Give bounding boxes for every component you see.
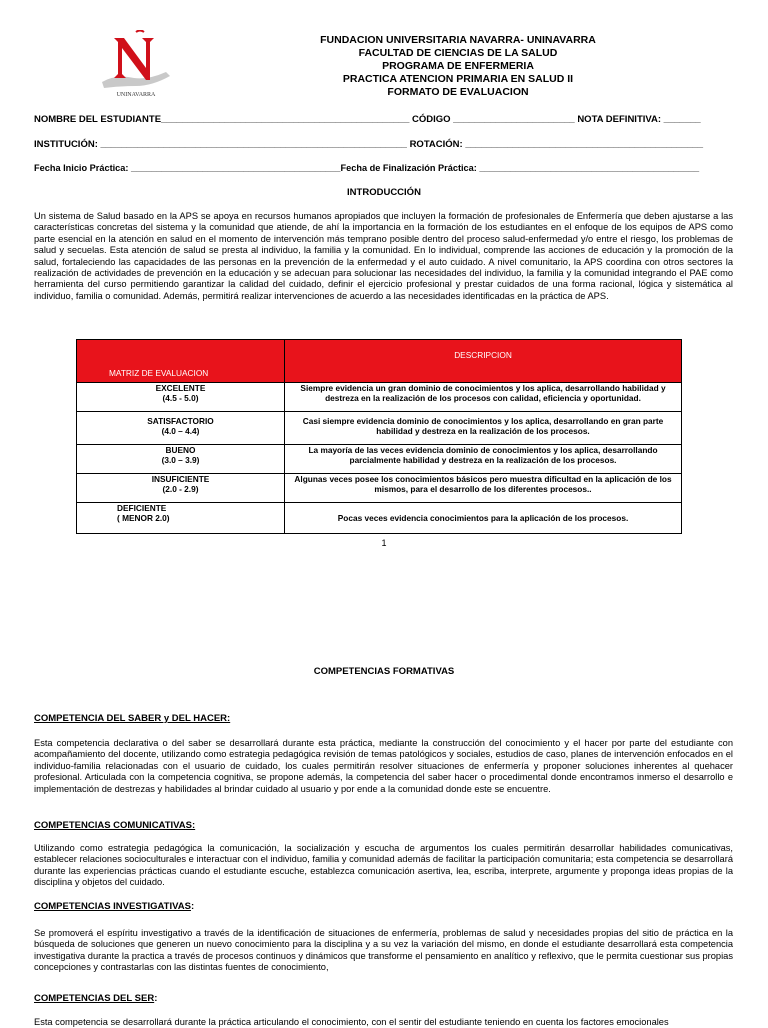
matrix-category <box>77 412 285 445</box>
intro-title: INTRODUCCIÓN <box>347 187 421 198</box>
header-line-5: FORMATO DE EVALUACION <box>387 86 529 98</box>
category-name: DEFICIENTE <box>117 503 167 513</box>
category-name: SATISFACTORIO <box>147 416 214 426</box>
matrix-description: Algunas veces posee los conocimientos básicos pero muestra dificultad en la aplicación de los mismos, para el desarrollo de los diferentes procesos.. <box>285 474 682 503</box>
matrix-header-row <box>77 340 682 383</box>
header-line-1: FUNDACION UNIVERSITARIA NAVARRA- UNINAVARRA <box>320 34 596 46</box>
category-name: EXCELENTE <box>155 383 206 393</box>
student-info-row: NOMBRE DEL ESTUDIANTE_______________________________________________ CÓDIGO _______________________ NOTA DEFINITIVA: _______ <box>34 114 701 125</box>
page-number: 1 <box>381 538 387 548</box>
category-range: ( MENOR 2.0) <box>117 513 170 523</box>
matrix-category <box>77 503 285 534</box>
category-range: (4.0 – 4.4) <box>161 426 200 436</box>
header-line-4: PRACTICA ATENCION PRIMARIA EN SALUD II <box>342 73 574 85</box>
competencias-title: COMPETENCIAS FORMATIVAS <box>313 666 455 677</box>
investigativas-heading-wrap: COMPETENCIAS INVESTIGATIVAS: <box>34 901 195 912</box>
matrix-category <box>77 445 285 474</box>
saber-text: Esta competencia declarativa o del saber se desarrollará durante esta práctica, mediante la construcción del conocimiento y el hacer por parte del estudiante con acompañamiento del docente, utilizando como estrategia pedagógica revisión de temas patológicos y sociales, estudios de caso, planes de intervención enfocados en el individuo-familia relacionadas con el usuario de cuidado, los cuales permitirán resolver situaciones de enfermería y proponer soluciones inherentes al quehacer profesional. Articulada con la competencia cognitiva, se propone además, la competencia del saber hacer o procedimental donde encontramos inmerso el desarrollo e implementación de destrezas y habilidades al brindar cuidado al usuario y por ende a la comunidad donde este se encuentre. <box>34 738 733 794</box>
ser-heading: COMPETENCIAS DEL SER <box>34 993 155 1004</box>
dates-row: Fecha Inicio Práctica: _________________________________________Fecha de Finalización Práctica: ___________________________________________ <box>34 163 700 173</box>
ser-heading-wrap: COMPETENCIAS DEL SER: <box>34 993 158 1004</box>
matrix-description: La mayoría de las veces evidencia dominio de conocimientos y los aplica, desarrollando parcialmente habilidad y destreza en la realización de los procesos. <box>285 445 682 474</box>
category-range: (2.0 - 2.9) <box>162 484 199 494</box>
table-row <box>77 474 682 503</box>
saber-heading: COMPETENCIA DEL SABER y DEL HACER: <box>34 713 231 724</box>
header-line-2: FACULTAD DE CIENCIAS DE LA SALUD <box>358 47 558 59</box>
uninavarra-logo <box>96 30 176 100</box>
category-name: BUENO <box>165 445 196 455</box>
investigativas-heading: COMPETENCIAS INVESTIGATIVAS <box>34 901 191 912</box>
table-row <box>77 503 682 534</box>
matrix-description: Casi siempre evidencia dominio de conocimientos y los aplica, desarrollando en gran parte habilidad y destreza en la realización de los procesos. <box>285 412 682 445</box>
logo-text: UNINAVARRA <box>116 92 156 98</box>
table-row <box>77 412 682 445</box>
table-row <box>77 445 682 474</box>
matrix-col-header: MATRIZ DE EVALUACION <box>77 340 285 383</box>
table-row <box>77 383 682 412</box>
ser-text: Esta competencia se desarrollará durante la práctica articulando el conocimiento, con el sentir del estudiante teniendo en cuenta los factores emocionales <box>34 1017 669 1027</box>
document-header <box>250 34 666 99</box>
description-col-header: DESCRIPCION <box>285 340 682 383</box>
matrix-category <box>77 383 285 412</box>
investigativas-text: Se promoverá el espíritu investigativo a través de la identificación de situaciones de enfermería, problemas de salud y necesidades propias del sitio de práctica en la búsqueda de soluciones que generen un nuevo conocimiento para la disciplina y a su vez la variación del mismo, en donde el estudiante desarrollará esta competencia investigativa durante la practica a través de procesos continuos y dinámicos que transforme el pensamiento en analítico y reflexivo, que le permita cuestionar sus propias concepciones y contrastarlas con las distintas fuentes de conocimiento, <box>34 928 733 973</box>
category-range: (4.5 - 5.0) <box>162 393 199 403</box>
evaluation-matrix-table <box>76 339 682 534</box>
header-line-3: PROGRAMA DE ENFERMERIA <box>382 60 534 72</box>
institution-row: INSTITUCIÓN: __________________________________________________________ ROTACIÓN: _____________________________________________ <box>34 139 704 150</box>
intro-text: Un sistema de Salud basado en la APS se apoya en recursos humanos apropiados que incluyen la formación de profesionales de Enfermería que deben ajustarse a las características concretas del sistema y la comunidad que atiende, de ahí la importancia en la formación de los estudiantes en el enfoque de los equipos de APS como parte esencial en la atención en salud en el momento de intervención más temprano posible dentro del proceso salud-enfermedad y/o entre el riesgo, los problemas de salud y secuelas. Esta atención de salud se presta al individuo, la familia y la comunidad. En lo individual, comprende las acciones de educación y la promoción de la salud, fortaleciendo las capacidades de las personas en la prevención de la enfermedad y el auto cuidado. A nivel comunitario, la APS coordina con otros sectores la realización de actividades de prevención en la educación y se adecuan para solucionar las necesidades del individuo, la familia y la comunidad integrando el PAE como herramienta del curso permitiendo garantizar la calidad del cuidado, definir el ejercicio profesional y prestar cuidados de una forma racional, lógica y sistemática al individuo, familia o comunidad. Además, permitirá realizar intervenciones de acuerdo a las necesidades identificadas en la práctica de APS. <box>34 211 733 301</box>
matrix-description: Siempre evidencia un gran dominio de conocimientos y los aplica, desarrollando habilidad y destreza en la realización de los procesos con calidad, eficiencia y oportunidad. <box>285 383 682 412</box>
category-range: (3.0 – 3.9) <box>161 455 200 465</box>
matrix-description: Pocas veces evidencia conocimientos para la aplicación de los procesos. <box>285 503 682 534</box>
category-name: INSUFICIENTE <box>151 474 210 484</box>
comunicativas-heading: COMPETENCIAS COMUNICATIVAS: <box>34 820 196 831</box>
comunicativas-text: Utilizando como estrategia pedagógica la comunicación, la socialización y escucha de argumentos los cuales permitirán desarrollar habilidades comunicativas, establecer relaciones socioculturales e interactuar con el individuo, familia y comunidad además de facilitar la participación comunitaria; esta competencia se desarrollará durante las experiencias prácticas cuando el estudiante escuche, establezca comunicación asertiva, lea, escriba, interprete, argumente y proponga ideas propias de la disciplina y objetos del cuidado. <box>34 843 733 888</box>
matrix-category <box>77 474 285 503</box>
